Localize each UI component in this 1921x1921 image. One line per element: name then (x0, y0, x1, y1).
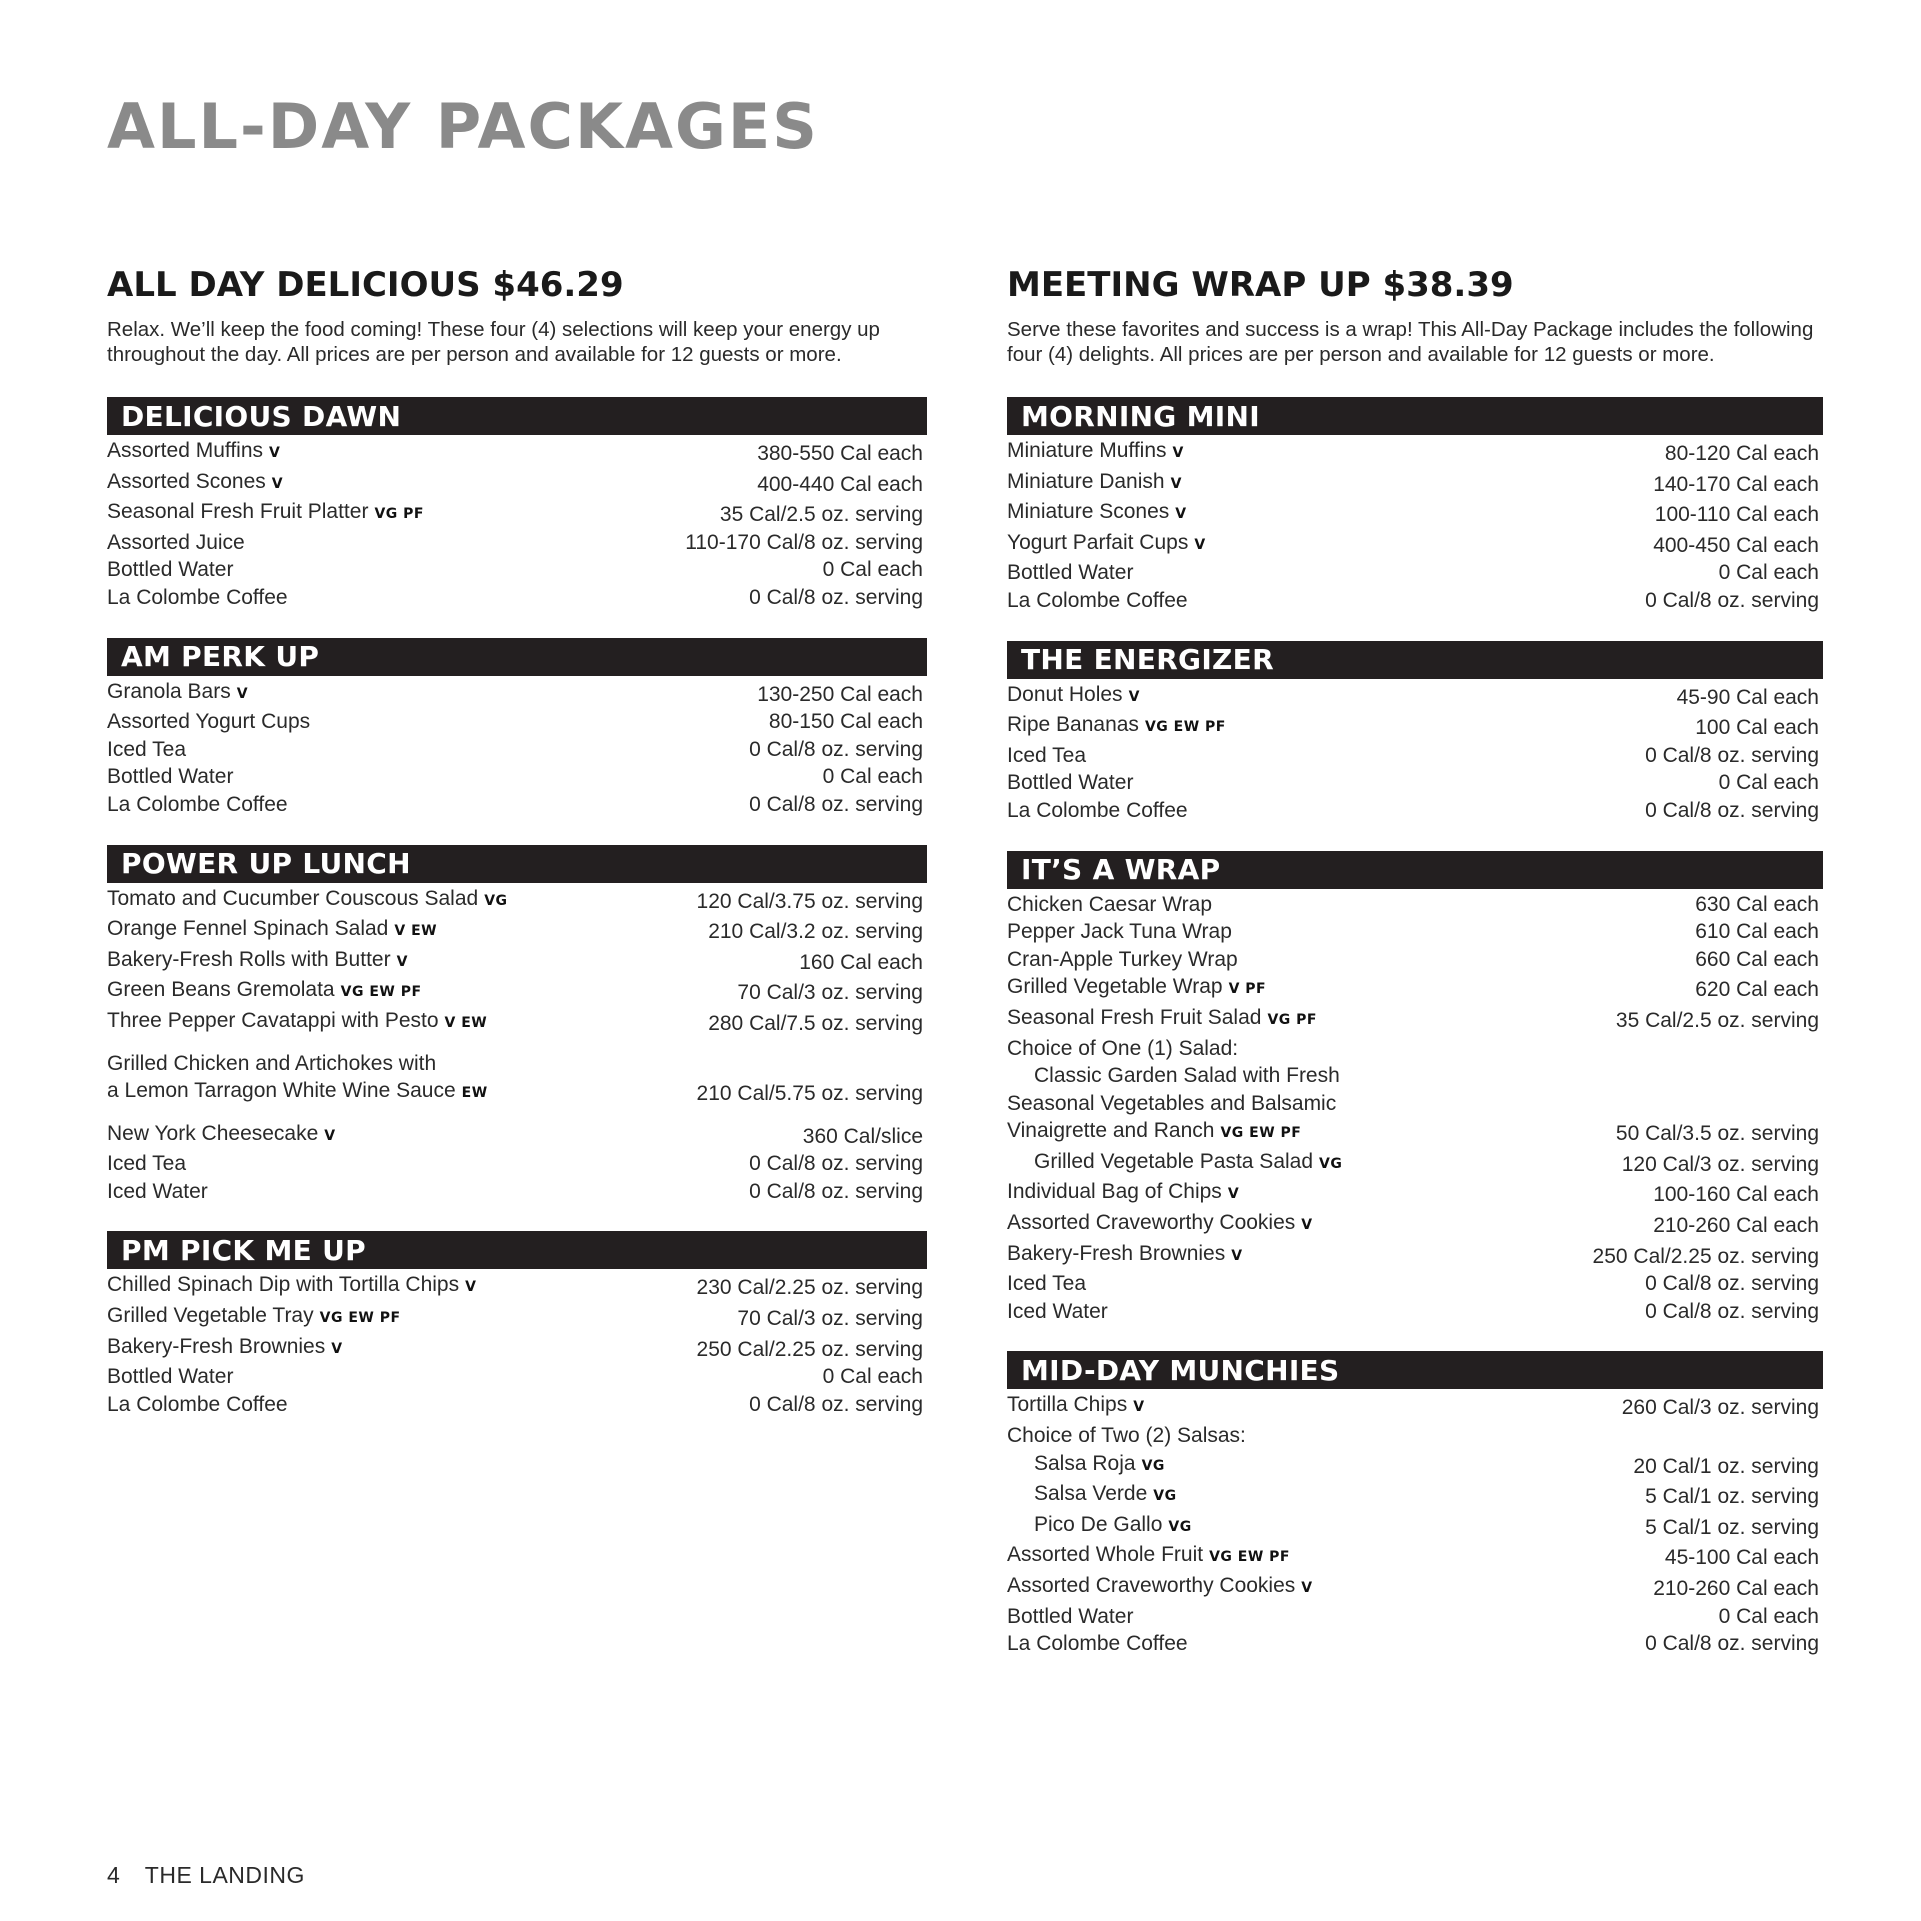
item-calories: 630 Cal each (1695, 892, 1819, 916)
item-name-group (1007, 681, 1140, 712)
item-calories: 660 Cal each (1695, 947, 1819, 971)
item-name-group (1007, 918, 1232, 946)
menu-item (1007, 1630, 1823, 1658)
item-list (1007, 681, 1823, 825)
item-name-group (1007, 1630, 1188, 1658)
item-calories: 35 Cal/2.5 oz. serving (1615, 1008, 1819, 1032)
item-calories: 45-90 Cal each (1676, 685, 1819, 709)
item-calories: 120 Cal/3.75 oz. serving (696, 889, 923, 913)
item-calories: 100-160 Cal each (1653, 1183, 1819, 1207)
item-calories: 250 Cal/2.25 oz. serving (1592, 1244, 1819, 1268)
item-calories: 210-260 Cal each (1653, 1577, 1819, 1600)
package-meeting-wrap-up (1007, 265, 1823, 1658)
item-name: La Colombe Coffee (1007, 588, 1188, 612)
dietary-tags: V (1170, 475, 1182, 492)
menu-item (1007, 742, 1823, 770)
item-calories: 210 Cal/5.75 oz. serving (696, 1082, 923, 1106)
dietary-tags: V (396, 953, 408, 970)
item-name: Chilled Spinach Dip with Tortilla Chips (107, 1273, 460, 1297)
package-description: Relax. We’ll keep the food coming! These four (4) selections will keep your energy up throughout the day. All prices are per person and available for 12 guests or more. (107, 318, 880, 366)
dietary-tags: V (331, 1340, 343, 1357)
dietary-tags: V (324, 1127, 336, 1144)
item-calories: 360 Cal/slice (802, 1124, 923, 1148)
item-name: Assorted Juice (107, 530, 245, 554)
menu-item (1007, 1422, 1823, 1450)
menu-item (107, 1007, 927, 1038)
menu-item (1007, 1450, 1823, 1481)
item-name-group (1007, 1603, 1133, 1631)
item-name-group (107, 1363, 233, 1391)
menu-item (1007, 769, 1823, 797)
item-calories: 5 Cal/1 oz. serving (1645, 1485, 1819, 1509)
menu-item (1007, 918, 1823, 946)
item-name: Iced Tea (1007, 743, 1087, 767)
item-calories: 250 Cal/2.25 oz. serving (696, 1337, 923, 1361)
item-name: Seasonal Fresh Fruit Salad (1007, 1005, 1262, 1029)
dietary-tags: V (1227, 1186, 1240, 1203)
menu-item (1007, 946, 1823, 974)
dietary-tags: EW (461, 1085, 488, 1102)
item-list (107, 437, 927, 612)
item-name: Individual Bag of Chips (1007, 1180, 1222, 1204)
item-calories: 0 Cal each (822, 1365, 923, 1389)
menu-item (1007, 1298, 1823, 1326)
menu-item (1007, 1035, 1823, 1063)
menu-item (1007, 1062, 1823, 1148)
menu-item (107, 946, 927, 977)
item-name: Bakery-Fresh Brownies (107, 1334, 326, 1358)
item-name: Pepper Jack Tuna Wrap (1007, 920, 1232, 944)
item-name-group (107, 437, 280, 468)
menu-item (107, 468, 927, 499)
item-name-group (1007, 1035, 1238, 1063)
section-header: PM PICK ME UP (107, 1231, 927, 1269)
item-calories: 0 Cal/8 oz. serving (749, 585, 923, 609)
menu-section (107, 1231, 927, 1418)
item-name: Bottled Water (1007, 771, 1134, 795)
item-name-group (107, 1150, 186, 1178)
dietary-tags: VG (1141, 1457, 1165, 1474)
item-calories: 140-170 Cal each (1653, 472, 1819, 496)
dietary-tags: VG PF (1267, 1011, 1317, 1028)
item-name: Choice of One (1) Salad: (1007, 1036, 1239, 1060)
item-name: Pico De Gallo (1034, 1512, 1163, 1536)
item-name-group (1007, 797, 1188, 825)
item-name-group (107, 584, 288, 612)
menu-item (1007, 587, 1823, 615)
dietary-tags: VG (1319, 1155, 1343, 1172)
menu-item (1007, 498, 1823, 529)
item-name: Bottled Water (1007, 1604, 1134, 1628)
menu-item (1007, 1178, 1823, 1209)
section-header: IT’S A WRAP (1007, 851, 1823, 889)
menu-item (1007, 1541, 1823, 1572)
menu-item (107, 885, 927, 916)
menu-item (107, 1150, 927, 1178)
item-name: Bottled Water (107, 558, 234, 582)
item-name: Salsa Verde (1034, 1482, 1148, 1506)
item-name-group (107, 1271, 476, 1302)
item-name-group (107, 1178, 208, 1206)
item-calories: 80-120 Cal each (1664, 442, 1819, 465)
page-title: ALL-DAY PACKAGES (107, 90, 819, 163)
item-name-group (107, 946, 408, 977)
menu-item (107, 584, 927, 612)
item-calories: 0 Cal each (822, 765, 923, 789)
item-name: Grilled Vegetable Tray (107, 1304, 314, 1328)
item-calories: 280 Cal/7.5 oz. serving (708, 1011, 923, 1035)
item-calories: 0 Cal/8 oz. serving (749, 1152, 923, 1176)
item-name-group (107, 556, 233, 584)
item-calories: 0 Cal/8 oz. serving (749, 792, 923, 816)
dietary-tags: V (1175, 506, 1187, 523)
item-name-group (1007, 1178, 1239, 1209)
item-name-group (1007, 769, 1133, 797)
item-name: Miniature Muffins (1007, 439, 1167, 462)
menu-item (1007, 1572, 1823, 1603)
item-calories: 50 Cal/3.5 oz. serving (1615, 1122, 1819, 1146)
menu-item (107, 529, 927, 557)
item-name: Tomato and Cucumber Couscous Salad (107, 886, 479, 910)
footer-label: THE LANDING (144, 1862, 305, 1888)
package-title: ALL DAY DELICIOUS $46.29 (107, 265, 624, 305)
item-calories: 0 Cal/8 oz. serving (749, 1179, 923, 1203)
item-name-group (1007, 891, 1212, 919)
dietary-tags: V (1301, 1580, 1313, 1596)
item-name: Bottled Water (1007, 561, 1134, 585)
item-name-group (107, 1120, 336, 1151)
menu-item (1007, 468, 1823, 499)
item-name: La Colombe Coffee (1007, 1632, 1188, 1656)
item-calories: 0 Cal/8 oz. serving (749, 1392, 923, 1416)
item-name: Miniature Scones (1007, 500, 1170, 524)
menu-item (1007, 559, 1823, 587)
package-description: Serve these favorites and success is a wrap! This All-Day Package includes the following four (4) delights. All prices are per person and available for 12 guests or more. (1007, 318, 1814, 366)
item-name-group (107, 1333, 343, 1364)
package-sections (1007, 397, 1823, 1658)
section-header: POWER UP LUNCH (107, 845, 927, 883)
item-calories: 70 Cal/3 oz. serving (737, 1307, 923, 1331)
dietary-tags: VG EW PF (319, 1310, 401, 1327)
package-sections (107, 397, 927, 1418)
item-name-group (1007, 1148, 1342, 1179)
item-name: Grilled Vegetable Pasta Salad (1034, 1149, 1314, 1173)
item-name-group (1007, 1450, 1165, 1481)
dietary-tags: V (269, 445, 281, 461)
item-calories: 610 Cal each (1695, 920, 1819, 944)
menu-section (1007, 397, 1823, 615)
item-calories: 45-100 Cal each (1664, 1546, 1819, 1570)
item-name: La Colombe Coffee (107, 792, 288, 816)
item-calories: 0 Cal/8 oz. serving (749, 737, 923, 761)
item-name-group (1007, 1572, 1313, 1603)
item-name: Assorted Muffins (107, 439, 264, 462)
item-calories: 70 Cal/3 oz. serving (737, 981, 923, 1005)
item-name-group (1007, 1209, 1313, 1240)
item-name-group (1007, 711, 1226, 742)
item-name-group (107, 763, 233, 791)
dietary-tags: VG (1153, 1488, 1177, 1505)
menu-item (1007, 1480, 1823, 1511)
item-list (107, 1271, 927, 1418)
item-calories: 210-260 Cal each (1653, 1214, 1819, 1238)
dietary-tags: V (1172, 445, 1184, 461)
item-calories: 120 Cal/3 oz. serving (1621, 1152, 1819, 1176)
menu-section (1007, 641, 1823, 825)
menu-item (107, 1333, 927, 1364)
menu-item (107, 1363, 927, 1391)
menu-item (107, 556, 927, 584)
menu-item (107, 678, 927, 709)
item-name: Donut Holes (1007, 682, 1123, 706)
item-calories: 0 Cal/8 oz. serving (1645, 1632, 1819, 1656)
menu-item (107, 1050, 927, 1108)
menu-section (107, 845, 927, 1206)
item-name: Bakery-Fresh Rolls with Butter (107, 947, 391, 971)
item-name: Yogurt Parfait Cups (1007, 530, 1189, 554)
dietary-tags: V EW (394, 923, 438, 940)
menu-item (1007, 1270, 1823, 1298)
item-name-group (1007, 946, 1238, 974)
item-calories: 0 Cal/8 oz. serving (1645, 798, 1819, 822)
item-list (107, 885, 927, 1206)
menu-item (1007, 1148, 1823, 1179)
menu-section (107, 397, 927, 612)
item-list (1007, 1391, 1823, 1657)
item-name-group (107, 708, 310, 736)
item-name: Chicken Caesar Wrap (1007, 892, 1213, 916)
dietary-tags: VG PF (374, 506, 424, 523)
menu-item (107, 976, 927, 1007)
item-name: Iced Tea (107, 1152, 187, 1176)
menu-item (1007, 1209, 1823, 1240)
menu-item (1007, 797, 1823, 825)
item-name: Assorted Scones (107, 469, 266, 493)
item-name: Bottled Water (107, 765, 234, 789)
item-name-group (1007, 1391, 1145, 1422)
item-calories: 0 Cal each (1718, 771, 1819, 795)
menu-item (107, 915, 927, 946)
item-name: Classic Garden Salad with Fresh Seasonal Vegetables and Balsamic Vinaigrette and Ranch (1007, 1064, 1340, 1143)
item-name: Bottled Water (107, 1365, 234, 1389)
item-name: La Colombe Coffee (107, 585, 288, 609)
dietary-tags: V (465, 1279, 477, 1296)
menu-item (107, 791, 927, 819)
section-header: MORNING MINI (1007, 397, 1823, 435)
item-name: Iced Water (1007, 1299, 1108, 1323)
item-calories: 20 Cal/1 oz. serving (1633, 1454, 1819, 1478)
item-name-group (1007, 1422, 1246, 1450)
menu-item (1007, 437, 1823, 468)
item-name: Orange Fennel Spinach Salad (107, 917, 389, 941)
item-calories: 230 Cal/2.25 oz. serving (696, 1276, 923, 1300)
item-name: La Colombe Coffee (1007, 798, 1188, 822)
item-calories: 0 Cal each (1718, 561, 1819, 585)
item-calories: 400-450 Cal each (1653, 533, 1819, 557)
item-name: La Colombe Coffee (107, 1392, 288, 1416)
item-calories: 110-170 Cal/8 oz. serving (685, 530, 923, 554)
item-name: New York Cheesecake (107, 1121, 319, 1145)
item-calories: 5 Cal/1 oz. serving (1645, 1515, 1819, 1539)
menu-item (1007, 891, 1823, 919)
dietary-tags: V (271, 475, 284, 492)
item-name-group (107, 1302, 401, 1333)
dietary-tags: V (1194, 536, 1206, 553)
item-name-group (107, 1007, 487, 1038)
menu-item (107, 1178, 927, 1206)
dietary-tags: V (1128, 688, 1140, 705)
item-name: Iced Tea (107, 737, 187, 761)
menu-item (107, 763, 927, 791)
menu-item (1007, 1511, 1823, 1542)
menu-item (107, 736, 927, 764)
dietary-tags: VG EW PF (1209, 1549, 1290, 1566)
item-name: Assorted Whole Fruit (1007, 1543, 1204, 1567)
section-header: MID-DAY MUNCHIES (1007, 1351, 1823, 1389)
item-name: Assorted Craveworthy Cookies (1007, 1211, 1296, 1235)
section-header: AM PERK UP (107, 638, 927, 676)
item-name: Miniature Danish (1007, 469, 1165, 493)
item-name: Iced Water (107, 1179, 208, 1203)
menu-section (107, 638, 927, 819)
item-name-group (1007, 1511, 1192, 1542)
item-name: Salsa Roja (1034, 1451, 1136, 1475)
item-name-group (1007, 437, 1184, 468)
item-name: Ripe Bananas (1007, 713, 1139, 737)
item-calories: 0 Cal/8 oz. serving (1645, 1299, 1819, 1323)
item-calories: 380-550 Cal each (757, 442, 923, 465)
item-calories: 0 Cal each (822, 558, 923, 582)
section-header: DELICIOUS DAWN (107, 397, 927, 435)
menu-item (107, 498, 927, 529)
item-calories: 160 Cal each (799, 950, 923, 974)
dietary-tags: V EW (444, 1014, 488, 1031)
item-name: Choice of Two (2) Salsas: (1007, 1424, 1246, 1448)
menu-item (1007, 1240, 1823, 1271)
item-name-group (107, 915, 437, 946)
item-name-group (1007, 1480, 1177, 1511)
dietary-tags: V (1231, 1247, 1243, 1264)
item-calories: 0 Cal/8 oz. serving (1645, 743, 1819, 767)
menu-item (107, 1391, 927, 1419)
item-name: Green Beans Gremolata (107, 978, 335, 1002)
page-number: 4 (107, 1862, 121, 1888)
item-name-group (107, 678, 248, 709)
item-name-group (1007, 1541, 1290, 1572)
item-name-group (107, 1050, 488, 1108)
item-name: Three Pepper Cavatappi with Pesto (107, 1008, 439, 1032)
item-name-group (1007, 1240, 1243, 1271)
menu-item (107, 1271, 927, 1302)
item-list (107, 678, 927, 819)
item-name: Cran-Apple Turkey Wrap (1007, 947, 1238, 971)
item-name-group (107, 529, 245, 557)
dietary-tags: VG (484, 892, 508, 909)
item-calories: 260 Cal/3 oz. serving (1621, 1396, 1819, 1420)
item-calories: 620 Cal each (1695, 978, 1819, 1002)
item-name-group (1007, 1062, 1340, 1148)
item-name-group (1007, 1298, 1108, 1326)
item-calories: 0 Cal/8 oz. serving (1645, 1272, 1819, 1296)
menu-item (1007, 529, 1823, 560)
menu-item (1007, 711, 1823, 742)
item-list (1007, 891, 1823, 1326)
item-name-group (1007, 498, 1187, 529)
item-name-group (107, 976, 422, 1007)
dietary-tags: V (1301, 1217, 1313, 1234)
dietary-tags: V (236, 685, 249, 702)
item-name-group (1007, 973, 1266, 1004)
menu-item (1007, 1391, 1823, 1422)
menu-item (1007, 973, 1823, 1004)
item-calories: 0 Cal each (1718, 1604, 1819, 1628)
menu-item (107, 708, 927, 736)
item-calories: 80-150 Cal each (768, 710, 923, 734)
package-all-day-delicious (107, 265, 927, 1418)
item-name: Tortilla Chips (1007, 1393, 1128, 1417)
menu-item (107, 1302, 927, 1333)
item-name: Iced Tea (1007, 1272, 1087, 1296)
item-calories: 100-110 Cal each (1654, 503, 1819, 527)
dietary-tags: VG EW PF (340, 984, 422, 1001)
item-name-group (1007, 1270, 1086, 1298)
item-name: Grilled Vegetable Wrap (1007, 975, 1223, 999)
item-name-group (107, 1391, 288, 1419)
dietary-tags: VG (1168, 1518, 1192, 1535)
item-name-group (107, 736, 186, 764)
item-calories: 130-250 Cal each (757, 682, 923, 706)
item-calories: 100 Cal each (1695, 716, 1819, 740)
menu-item (1007, 1004, 1823, 1035)
item-name: Bakery-Fresh Brownies (1007, 1241, 1226, 1265)
item-calories: 35 Cal/2.5 oz. serving (719, 503, 923, 527)
menu-item (1007, 1603, 1823, 1631)
item-name-group (1007, 529, 1206, 560)
menu-section (1007, 1351, 1823, 1657)
item-name: Assorted Yogurt Cups (107, 710, 311, 734)
item-name-group (1007, 559, 1133, 587)
section-header: THE ENERGIZER (1007, 641, 1823, 679)
dietary-tags: V PF (1228, 981, 1267, 998)
item-name-group (107, 885, 508, 916)
dietary-tags: VG EW PF (1144, 719, 1226, 736)
item-calories: 400-440 Cal each (757, 472, 923, 496)
item-name-group (1007, 1004, 1317, 1035)
item-name: Grilled Chicken and Artichokes with a Lemon Tarragon White Wine Sauce (107, 1051, 456, 1103)
item-name-group (1007, 587, 1188, 615)
item-name: Assorted Craveworthy Cookies (1007, 1574, 1296, 1597)
item-name: Seasonal Fresh Fruit Platter (107, 500, 369, 524)
menu-item (107, 437, 927, 468)
item-list (1007, 437, 1823, 615)
menu-item (1007, 681, 1823, 712)
menu-section (1007, 851, 1823, 1326)
item-calories: 0 Cal/8 oz. serving (1645, 588, 1819, 612)
item-name-group (107, 468, 283, 499)
item-calories: 210 Cal/3.2 oz. serving (708, 920, 923, 944)
item-name-group (1007, 468, 1182, 499)
item-name: Granola Bars (107, 679, 231, 703)
dietary-tags: VG EW PF (1220, 1125, 1302, 1142)
item-name-group (1007, 742, 1086, 770)
item-name-group (107, 498, 424, 529)
item-name-group (107, 791, 288, 819)
dietary-tags: V (1133, 1399, 1145, 1416)
package-title: MEETING WRAP UP $38.39 (1007, 265, 1514, 305)
menu-item (107, 1120, 927, 1151)
page-footer (107, 1862, 305, 1889)
